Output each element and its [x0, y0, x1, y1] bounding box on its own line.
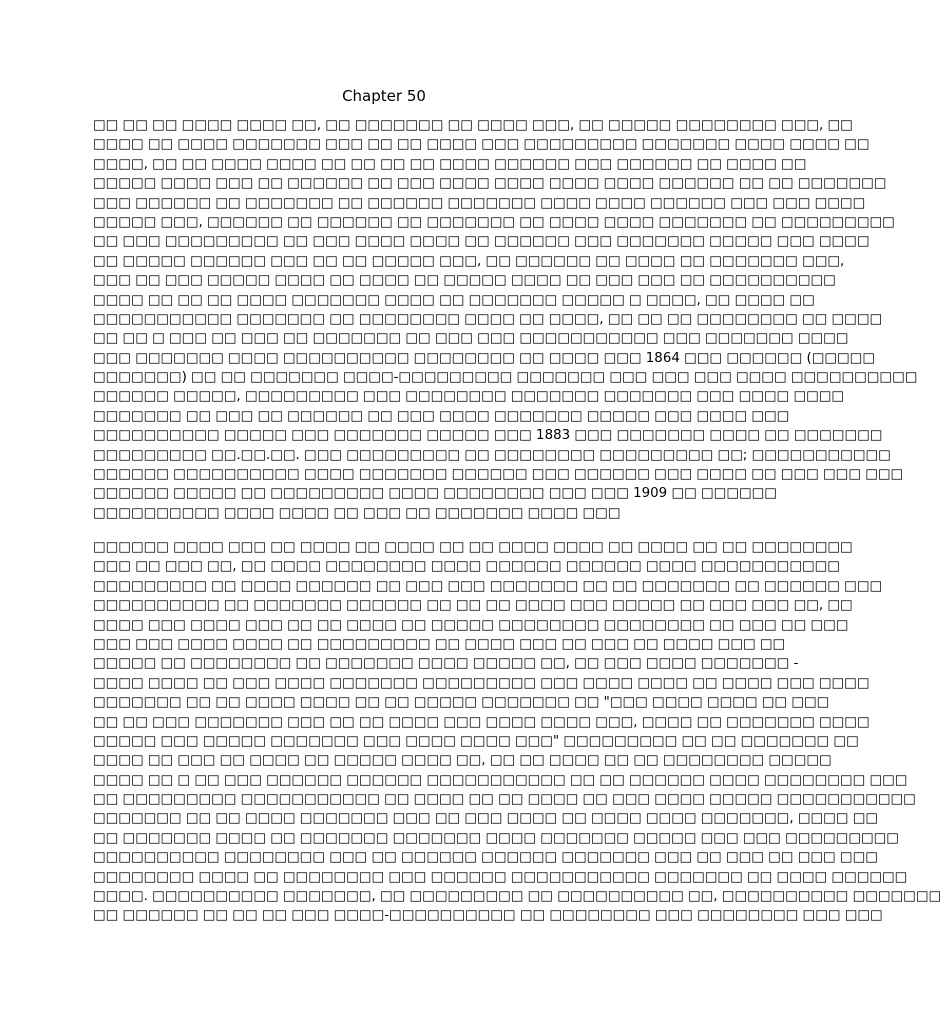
- text-line: □□□□□ □□□□ □□□ □□ □□□□□□ □□ □□□ □□□□ □□□□ □□□□ □□□□ □□□□□□ □□ □□ □□□□□□□: [93, 176, 887, 192]
- text-line: □□□□□□□) □□ □□ □□□□□□□ □□□□-□□□□□□□□□ □□□□□□□ □□□ □□□ □□□ □□□□ □□□□□□□□□□: [93, 370, 918, 386]
- text-line: □□□ □□□□□□□ □□□□ □□□□□□□□□□ □□□□□□□□ □□ □□□□ □□□ 1864 □□□ □□□□□□ (□□□□□: [93, 350, 875, 366]
- text-line: □□□□. □□□□□□□□□□ □□□□□□□, □□ □□□□□□□□□ □□ □□□□□□□□□□ □□, □□□□□□□□□□ □□□□□□□: [93, 889, 941, 905]
- text-line: □□□□□ □□□, □□□□□□ □□ □□□□□□ □□ □□□□□□□ □□ □□□□ □□□□ □□□□□□□ □□ □□□□□□□□□: [93, 214, 895, 230]
- text-line: □□□□, □□ □□ □□□□ □□□□ □□ □□ □□ □□ □□□□ □□□□□□ □□□ □□□□□□ □□ □□□□ □□: [93, 156, 807, 172]
- text-line: □□□□□□ □□□□□, □□□□□□□□□ □□□ □□□□□□□□ □□□□□□□ □□□□□□□ □□□ □□□□ □□□□: [93, 389, 845, 405]
- text-line: □□□□□□□ □□ □□ □□□□ □□□□ □□ □□ □□□□□ □□□□□□□ □□ "□□□ □□□□ □□□□ □□ □□□: [93, 695, 830, 711]
- text-line: □□□□□□□□□ □□.□□.□□. □□□ □□□□□□□□□ □□ □□□□□□□□ □□□□□□□□□ □□; □□□□□□□□□□□: [93, 447, 891, 463]
- text-line: □□□□□□□□□□ □□□□□□□□ □□□ □□ □□□□□□ □□□□□□ □□□□□□□ □□□ □□ □□□ □□ □□□ □□□: [93, 850, 878, 866]
- text-line: □□ □□□□□ □□□□□□ □□□ □□ □□ □□□□□ □□□, □□ □□□□□□ □□ □□□□ □□ □□□□□□□ □□□,: [93, 253, 845, 269]
- text-line: □□□□□□□□□□ □□□□ □□□□ □□ □□□ □□ □□□□□□□ □□□□ □□□: [93, 505, 621, 521]
- text-line: □□□□□ □□□ □□□□□ □□□□□□□ □□□ □□□□ □□□□ □□□" □□□□□□□□□ □□ □□ □□□□□□□ □□: [93, 733, 859, 749]
- text-line: □□□ □□ □□□ □□□□□ □□□□ □□ □□□□ □□ □□□□□ □□□□ □□ □□□ □□□ □□ □□□□□□□□□□: [93, 273, 836, 289]
- text-line: □□□□ □□ □□ □□ □□□□ □□□□□□□ □□□□ □□ □□□□□□□ □□□□□ □ □□□□, □□ □□□□ □□: [93, 292, 815, 308]
- text-line: □□□□□□□ □□ □□□ □□ □□□□□□ □□ □□□ □□□□ □□□□□□□ □□□□□ □□□ □□□□ □□□: [93, 408, 790, 424]
- text-line: □□□□□ □□ □□□□□□□□ □□ □□□□□□□ □□□□ □□□□□ □□, □□ □□□ □□□□ □□□□□□□ -: [93, 656, 799, 672]
- text-line: □□□□□□□ □□ □□ □□□□ □□□□□□□ □□□ □□ □□□ □□□□ □□ □□□□ □□□□ □□□□□□□, □□□□ □□: [93, 811, 878, 827]
- text-line: □□□ □□□ □□□□ □□□□ □□ □□□□□□□□□ □□ □□□□ □□□ □□ □□□ □□ □□□□ □□□ □□: [93, 636, 786, 652]
- text-line: □□□□□□ □□□□□ □□ □□□□□□□□□ □□□□ □□□□□□□□ □□□ □□□ 1909 □□ □□□□□□: [93, 486, 777, 502]
- paragraph-1: [93, 116, 918, 523]
- text-line: □□ □□□□□□□□□ □□□□□□□□□□□ □□ □□□□ □□ □□ □□□□ □□ □□□ □□□□ □□□□□ □□□□□□□□□□□: [93, 792, 916, 808]
- text-line: □□ □□ □□□ □□□□□□□ □□□ □□ □□ □□□□ □□□ □□□□ □□□□ □□□, □□□□ □□ □□□□□□□ □□□□: [93, 714, 870, 730]
- text-line: □□□ □□ □□□ □□, □□ □□□□ □□□□□□□□ □□□□ □□□□□□ □□□□□□ □□□□ □□□□□□□□□□□: [93, 559, 840, 575]
- text-line: □□ □□□□□□ □□ □□ □□ □□□ □□□□-□□□□□□□□□□ □□ □□□□□□□□ □□□ □□□□□□□□ □□□ □□□: [93, 908, 883, 924]
- text-line: □□□□ □□□ □□□□ □□□ □□ □□ □□□□ □□ □□□□□ □□□□□□□□ □□□□□□□□ □□ □□□ □□ □□□: [93, 617, 849, 633]
- text-line: □□ □□ □ □□□ □□ □□□ □□ □□□□□□□ □□ □□□ □□□ □□□□□□□□□□□ □□□ □□□□□□□ □□□□: [93, 331, 849, 347]
- text-line: □□ □□□ □□□□□□□□□ □□ □□□ □□□□ □□□□ □□ □□□□□□ □□□ □□□□□□□ □□□□□ □□□ □□□□: [93, 234, 870, 250]
- text-line: □□□□□□□□□□ □□□□□ □□□ □□□□□□□ □□□□□ □□□ 1883 □□□ □□□□□□□ □□□□ □□ □□□□□□□: [93, 428, 883, 444]
- text-line: □□□□□□ □□□□ □□□ □□ □□□□ □□ □□□□ □□ □□ □□□□ □□□□ □□ □□□□ □□ □□ □□□□□□□□: [93, 540, 853, 555]
- text-line: □□□□□□□□ □□□□ □□ □□□□□□□□ □□□ □□□□□□ □□□□□□□□□□□ □□□□□□□ □□ □□□□ □□□□□□: [93, 869, 908, 885]
- text-line: □□□□□□□□□□□ □□□□□□□ □□ □□□□□□□□ □□□□ □□ □□□□, □□ □□ □□ □□□□□□□□ □□ □□□□: [93, 311, 883, 327]
- chapter-title: Chapter 50: [342, 87, 426, 105]
- text-line: □□□□ □□ □□□ □□ □□□□ □□ □□□□□ □□□□ □□, □□ □□ □□□□ □□ □□ □□□□□□□□ □□□□□: [93, 753, 832, 769]
- text-line: □□□□ □□ □ □□ □□□ □□□□□□ □□□□□□ □□□□□□□□□□□ □□ □□ □□□□□□ □□□□ □□□□□□□□ □□□: [93, 772, 908, 788]
- text-line: □□□□ □□□□ □□ □□□ □□□□ □□□□□□□ □□□□□□□□□ □□□ □□□□ □□□□ □□ □□□□ □□□ □□□□: [93, 675, 870, 691]
- text-line: □□□□□□ □□□□□□□□□□ □□□□ □□□□□□□ □□□□□□ □□□ □□□□□□ □□□ □□□□ □□ □□□ □□□ □□□: [93, 467, 904, 483]
- text-line: □□□□□□□□□□ □□ □□□□□□□ □□□□□□ □□ □□ □□ □□□□ □□□ □□□□□ □□ □□□ □□□ □□, □□: [93, 598, 853, 614]
- text-line: □□□□ □□ □□□□ □□□□□□□ □□□ □□ □□ □□□□ □□□ □□□□□□□□□ □□□□□□□ □□□□ □□□□ □□: [93, 137, 870, 153]
- paragraph-2: [93, 538, 941, 926]
- text-line: □□□ □□□□□□ □□ □□□□□□□ □□ □□□□□□ □□□□□□□ □□□□ □□□□ □□□□□□ □□□ □□□ □□□□: [93, 195, 866, 211]
- text-line: □□ □□□□□□□ □□□□ □□ □□□□□□□ □□□□□□□ □□□□ □□□□□□□ □□□□□ □□□ □□□ □□□□□□□□□: [93, 830, 899, 846]
- text-line: □□□□□□□□□ □□ □□□□ □□□□□□ □□ □□□ □□□ □□□□□□□ □□ □□ □□□□□□□ □□ □□□□□□ □□□: [93, 578, 883, 594]
- text-line: □□ □□ □□ □□□□ □□□□ □□, □□ □□□□□□□ □□ □□□□ □□□, □□ □□□□□ □□□□□□□□ □□□, □□: [93, 118, 853, 133]
